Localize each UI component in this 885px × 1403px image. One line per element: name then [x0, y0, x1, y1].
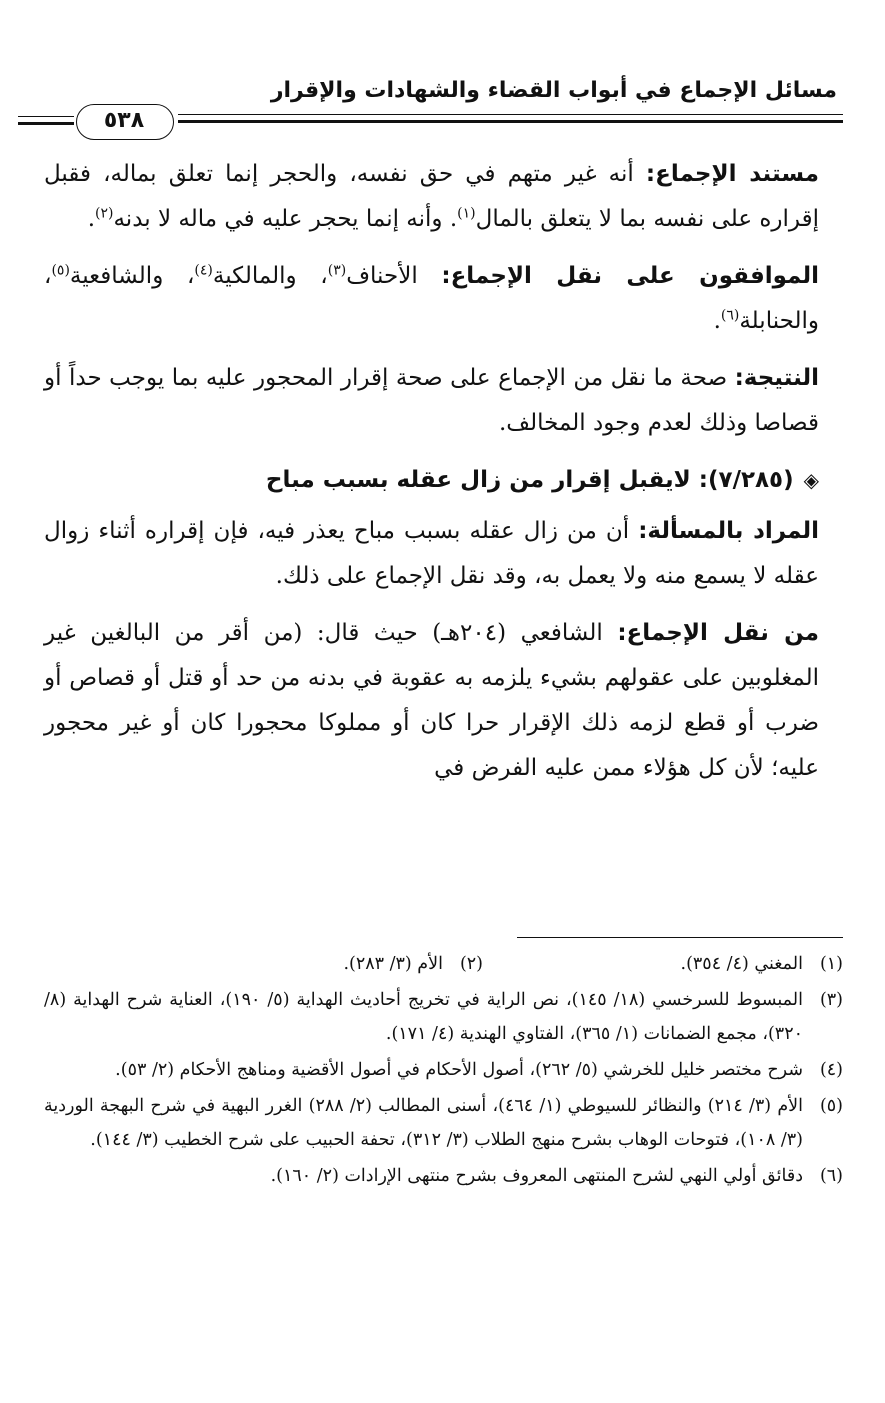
main-text — [44, 152, 843, 797]
issue-heading — [44, 458, 843, 503]
footnote-number: (٥) — [819, 1096, 843, 1116]
footnote-6 — [44, 1159, 843, 1193]
footnote-ref-3[interactable]: (٣) — [327, 262, 347, 279]
evidence-lead: مستند الإجماع: — [645, 161, 819, 187]
agreeing-lead: الموافقون على نقل الإجماع: — [441, 263, 819, 289]
agreeing-end: . — [713, 308, 721, 334]
footnote-text: شرح مختصر خليل للخرشي (٥/ ٢٦٢)، أصول الأحكام في أصول الأقضية ومناهج الأحكام (٢/ ٥٣). — [115, 1060, 803, 1080]
footnote-separator — [517, 937, 843, 938]
footnote-number: (٢) — [459, 954, 483, 974]
footnote-number: (٤) — [819, 1060, 843, 1080]
page-number: ٥٣٨ — [103, 108, 145, 133]
paragraph-agreeing — [44, 254, 843, 344]
meaning-lead: المراد بالمسألة: — [638, 518, 820, 544]
page-number-rule-thin — [18, 116, 74, 117]
diamond-icon: ◈ — [803, 468, 819, 492]
agreeing-hanbali: ، والحنابلة — [44, 263, 819, 334]
footnote-text: المبسوط للسرخسي (١٨/ ١٤٥)، نص الراية في تخريج أحاديث الهداية (٥/ ١٩٠)، العناية شرح الهداية (٨/ ٣٢٠)، مجمع الضمانات (١/ ٣٦٥)، الفتاوي الهندية (٤/ ١٧١). — [44, 990, 803, 1044]
footnote-ref-4[interactable]: (٤) — [194, 262, 213, 279]
footnote-text: المغني (٤/ ٣٥٤). — [680, 954, 803, 974]
header-rule-thin — [98, 114, 843, 115]
page-number-rule-thick — [18, 122, 74, 125]
meaning-text: أن من زال عقله بسبب مباح يعذر فيه، فإن إقراره أثناء زوال عقله لا يسمع منه ولا يعمل به، وقد نقل الإجماع على ذلك. — [44, 518, 819, 589]
footnote-number: (١) — [819, 954, 843, 974]
footnote-1 — [483, 947, 843, 981]
footnote-ref-1[interactable]: (١) — [457, 205, 476, 222]
page-header — [18, 70, 843, 133]
evidence-end: . — [87, 206, 95, 232]
footnote-row-1-2 — [44, 947, 843, 983]
footnotes — [44, 947, 843, 1195]
page-number-area — [18, 98, 178, 133]
footnote-number: (٣) — [819, 990, 843, 1010]
footnote-text: الأم (٣/ ٢١٤) والنظائر للسيوطي (١/ ٤٦٤)، أسنى المطالب (٢/ ٢٨٨) الغرر البهية في شرح البهجة الوردية (٣/ ١٠٨)، فتوحات الوهاب بشرح منهج الطلاب (٣/ ٣١٢)، تحفة الحبيب على شرح الخطيب (٣/ ١٤٤). — [44, 1096, 803, 1150]
transmitter-lead: من نقل الإجماع: — [617, 620, 820, 646]
footnote-text: دقائق أولي النهي لشرح المنتهى المعروف بشرح منتهى الإرادات (٢/ ١٦٠). — [270, 1166, 803, 1186]
result-lead: النتيجة: — [734, 365, 819, 391]
result-text: صحة ما نقل من الإجماع على صحة إقرار المحجور عليه بما يوجب حداً أو قصاصا وذلك لعدم وجود المخالف. — [44, 365, 819, 436]
evidence-text-2: . وأنه إنما يحجر عليه في ماله لا بدنه — [113, 206, 458, 232]
footnote-ref-2[interactable]: (٢) — [95, 205, 114, 222]
footnote-ref-5[interactable]: (٥) — [51, 262, 70, 279]
paragraph-transmitter — [44, 611, 843, 791]
paragraph-meaning — [44, 509, 843, 599]
running-title: مسائل الإجماع في أبواب القضاء والشهادات والإقرار — [270, 78, 837, 103]
issue-heading-text: (٧/٢٨٥): لايقبل إقرار من زال عقله بسبب مباح — [265, 467, 794, 493]
paragraph-result — [44, 356, 843, 446]
footnote-3 — [44, 983, 843, 1051]
footnote-5 — [44, 1089, 843, 1157]
footnote-ref-6[interactable]: (٦) — [720, 307, 740, 324]
footnote-text: الأم (٣/ ٢٨٣). — [343, 954, 443, 974]
agreeing-shafii: ، والشافعية — [69, 263, 195, 289]
agreeing-maliki: ، والمالكية — [212, 263, 328, 289]
footnote-4 — [44, 1053, 843, 1087]
paragraph-evidence — [44, 152, 843, 242]
footnote-2 — [343, 947, 483, 981]
footnote-number: (٦) — [819, 1166, 843, 1186]
agreeing-hanafi: الأحناف — [346, 263, 442, 289]
transmitter-text: الشافعي (٢٠٤هـ) حيث قال: (من أقر من البالغين غير المغلوبين على عقولهم بشيء يلزمه به عقوبة في بدنه من حد أو قتل أو قصاص أو ضرب أو قطع لزمه ذلك الإقرار حرا كان أو مملوكا محجورا كان أو غير محجور عليه؛ لأن كل هؤلاء ممن عليه الفرض في — [44, 620, 819, 781]
evidence-text-1: أنه غير متهم في حق نفسه، والحجر إنما تعلق بماله، فقبل إقراره على نفسه بما لا يتعلق بالمال — [44, 161, 819, 232]
